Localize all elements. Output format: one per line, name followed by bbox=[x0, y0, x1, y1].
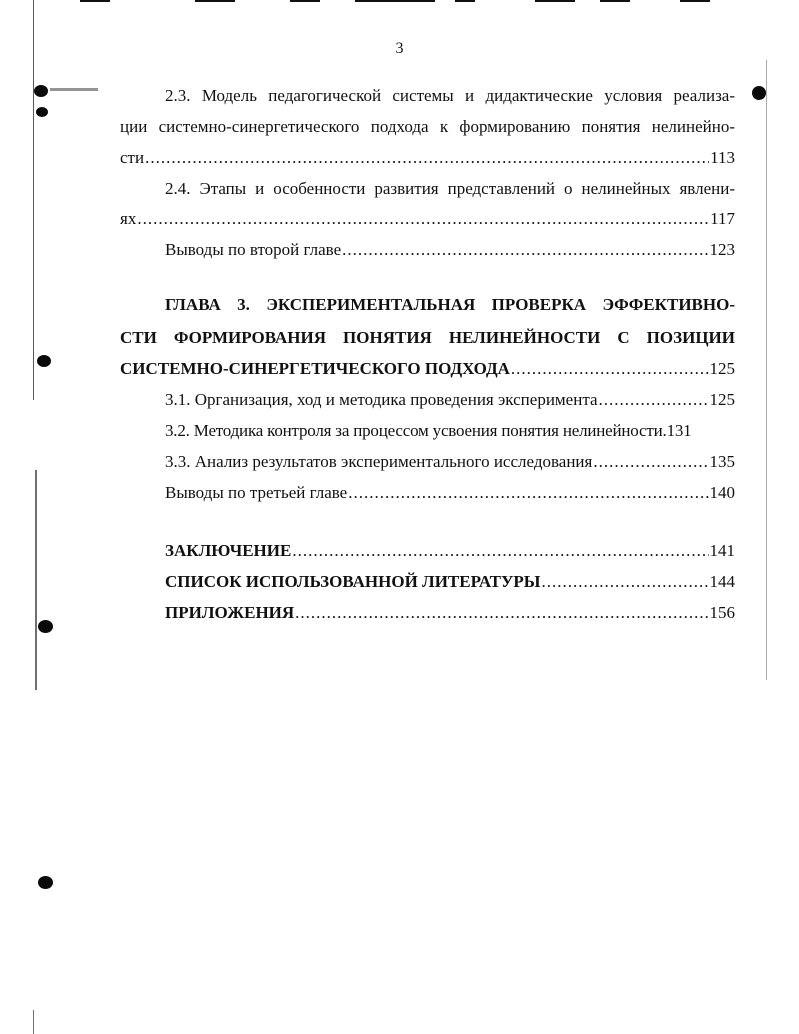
scan-edge-mark bbox=[680, 0, 710, 2]
toc-entry-references: СПИСОК ИСПОЛЬЗОВАННОЙ ЛИТЕРАТУРЫ ..... 144 bbox=[165, 569, 735, 595]
punch-hole-mark bbox=[36, 107, 48, 117]
scan-edge-mark bbox=[535, 0, 575, 2]
toc-entry-2-4-line1: 2.4. Этапы и особенности развития представлений о нелинейных явлени- bbox=[165, 179, 735, 198]
toc-chapter3-line1: ГЛАВА 3. ЭКСПЕРИМЕНТАЛЬНАЯ ПРОВЕРКА ЭФФЕКТИВНО- bbox=[165, 295, 735, 314]
binding-line bbox=[33, 1010, 34, 1034]
punch-hole-mark bbox=[38, 876, 53, 889]
right-edge-line bbox=[766, 60, 767, 680]
toc-page-number: 123 bbox=[709, 240, 735, 259]
leader-dots bbox=[348, 480, 708, 506]
toc-page-number: 141 bbox=[709, 541, 735, 560]
toc-entry-2-3-line2: ции системно-синергетического подхода к формированию понятия нелинейно- bbox=[120, 117, 735, 136]
binding-line bbox=[33, 0, 34, 400]
toc-page-number: 135 bbox=[709, 452, 735, 471]
toc-entry-appendices: ПРИЛОЖЕНИЯ ..... 156 bbox=[165, 600, 735, 626]
toc-chapter3-line3: СИСТЕМНО-СИНЕРГЕТИЧЕСКОГО ПОДХОДА ..... 125 bbox=[120, 356, 735, 382]
toc-page-number: 125 bbox=[709, 390, 735, 409]
scan-edge-mark bbox=[600, 0, 630, 2]
toc-entry-3-2: 3.2. Методика контроля за процессом усвоения понятия нелинейности. 131 bbox=[165, 418, 735, 444]
binding-line bbox=[35, 470, 37, 690]
scan-edge-mark bbox=[195, 0, 235, 2]
scan-smudge bbox=[752, 86, 766, 100]
scan-edge-mark bbox=[80, 0, 110, 2]
leader-dots bbox=[342, 237, 708, 263]
toc-page-number: 140 bbox=[709, 483, 735, 502]
toc-page-number: 117 bbox=[710, 209, 735, 228]
leader-dots bbox=[145, 145, 709, 171]
page-number: 3 bbox=[395, 40, 404, 57]
toc-entry-3-3: 3.3. Анализ результатов экспериментального исследования ..... 135 bbox=[165, 449, 735, 475]
toc-page-number: 131 bbox=[666, 421, 692, 440]
toc-entry-2-3-line3: сти ..... 113 bbox=[120, 145, 735, 171]
toc-entry-3-1: 3.1. Организация, ход и методика проведения эксперимента ..... 125 bbox=[165, 387, 735, 413]
leader-dots bbox=[542, 569, 709, 595]
toc-entry-2-4-line2: ях ..... 117 bbox=[120, 206, 735, 232]
toc-entry-chapter2-conclusions: Выводы по второй главе ..... 123 bbox=[165, 237, 735, 263]
leader-dots bbox=[292, 538, 708, 564]
leader-dots bbox=[137, 206, 709, 232]
scan-noise bbox=[50, 88, 98, 91]
punch-hole-mark bbox=[37, 355, 51, 367]
punch-hole-mark bbox=[38, 620, 53, 633]
scan-edge-mark bbox=[455, 0, 475, 2]
punch-hole-mark bbox=[34, 85, 48, 97]
scan-edge-mark bbox=[290, 0, 320, 2]
scan-edge-mark bbox=[355, 0, 435, 2]
toc-entry-chapter3-conclusions: Выводы по третьей главе ..... 140 bbox=[165, 480, 735, 506]
toc-chapter3-line2: СТИ ФОРМИРОВАНИЯ ПОНЯТИЯ НЕЛИНЕЙНОСТИ С ПОЗИЦИИ bbox=[120, 328, 735, 347]
leader-dots bbox=[295, 600, 708, 626]
toc-page-number: 113 bbox=[710, 148, 735, 167]
toc-page-number: 144 bbox=[709, 572, 735, 591]
toc-entry-2-3-line1: 2.3. Модель педагогической системы и дидактические условия реализа- bbox=[165, 86, 735, 105]
toc-page-number: 156 bbox=[709, 603, 735, 622]
leader-dots bbox=[593, 449, 708, 475]
leader-dots bbox=[599, 387, 709, 413]
toc-page-number: 125 bbox=[709, 359, 735, 378]
toc-entry-conclusion: ЗАКЛЮЧЕНИЕ ..... 141 bbox=[165, 538, 735, 564]
leader-dots bbox=[511, 356, 709, 382]
